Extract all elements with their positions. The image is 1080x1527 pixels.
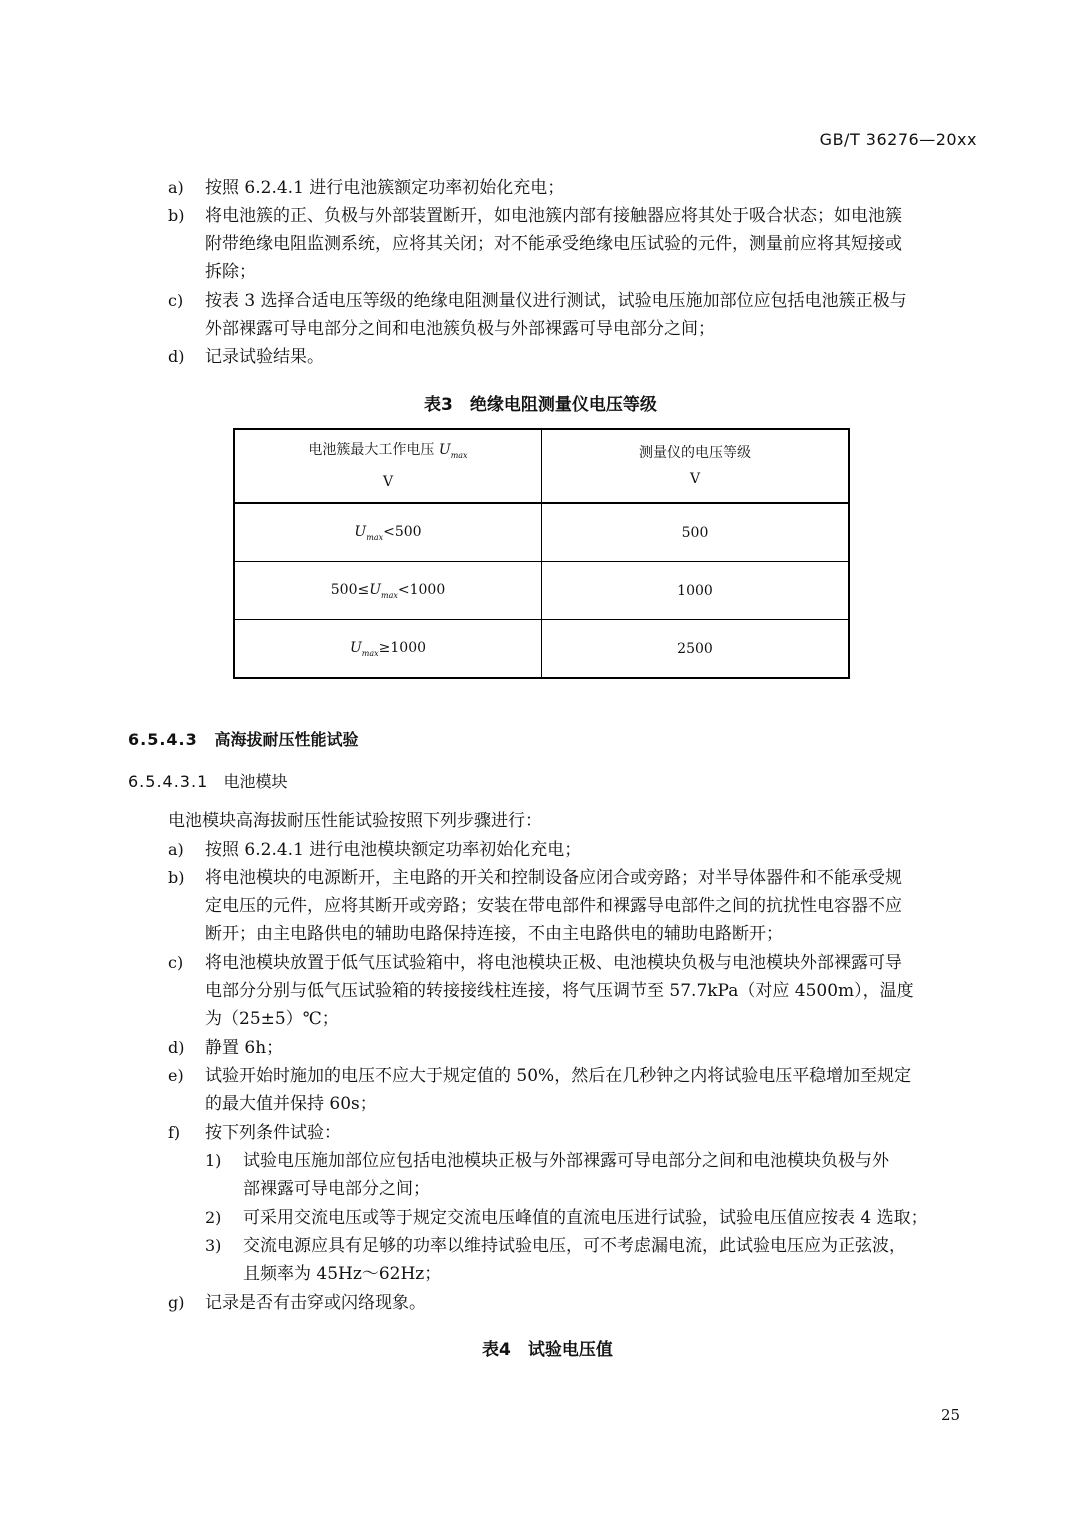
list-item-label: d) [168,1038,185,1057]
list-item-text: 按照 6.2.4.1 进行电池模块额定功率初始化充电； [205,840,582,860]
intro-paragraph: 电池模块高海拔耐压性能试验按照下列步骤进行： [168,811,542,831]
cell-symbol: U [369,581,382,598]
list-item-label: c) [168,291,184,310]
list-item-text: 外部裸露可导电部分之间和电池簇负极与外部裸露可导电部分之间； [205,319,715,339]
header-symbol: U [438,442,451,459]
table-cell [234,503,542,562]
list-item-label: g) [168,1293,185,1312]
table3 [233,428,850,679]
header-text: 电池簇最大工作电压 [308,442,439,459]
section-title: 电池模块 [223,772,288,791]
sub-item-text: 交流电源应具有足够的功率以维持试验电压，可不考虑漏电流，此试验电压应为正弦波， [243,1236,906,1256]
sub-item-text: 部裸露可导电部分之间； [243,1179,430,1199]
table-cell: 1000 [542,562,850,620]
cell-symbol: U [349,639,362,656]
table4-title: 表4 试验电压值 [482,1340,613,1360]
header-unit: V [689,471,701,487]
list-item-label: b) [168,206,185,225]
table3-title: 表3 绝缘电阻测量仪电压等级 [424,395,657,415]
list-item-text: 的最大值并保持 60s； [205,1094,377,1114]
list-item-text: 附带绝缘电阻监测系统，应将其关闭；对不能承受绝缘电压试验的元件，测量前应将其短接或 [205,234,902,254]
list-item-text: 为（25±5）℃； [205,1009,339,1029]
table-row [234,503,849,562]
page-number: 25 [941,1406,961,1424]
sub-item-label: 1) [205,1151,222,1170]
list-item-text: 静置 6h； [205,1038,284,1058]
sub-item-text: 且频率为 45Hz～62Hz； [243,1264,442,1284]
list-item-label: b) [168,868,185,887]
table-row [234,620,849,679]
header-symbol-sub: max [450,450,468,460]
table-cell [234,562,542,620]
section-heading-6543 [128,727,359,750]
sub-item-label: 2) [205,1208,222,1227]
header-unit: V [382,473,394,490]
sub-item-text: 试验电压施加部位应包括电池模块正极与外部裸露可导电部分之间和电池模块负极与外 [243,1151,889,1171]
list-item-label: f) [168,1123,181,1142]
list-item-text: 将电池模块放置于低气压试验箱中，将电池模块正极、电池模块负极与电池模块外部裸露可导 [205,953,902,973]
list-item-text: 按照 6.2.4.1 进行电池簇额定功率初始化充电； [205,178,565,198]
list-item-text: 定电压的元件，应将其断开或旁路；安装在带电部件和裸露导电部件之间的抗扰性电容器不应 [205,896,902,916]
table-cell: 2500 [542,620,850,679]
list-item-text: 记录是否有击穿或闪络现象。 [205,1293,426,1313]
list-item-text: 记录试验结果。 [205,347,324,367]
cell-symbol-sub: max [361,648,379,658]
section-number: 6.5.4.3 [128,730,198,749]
list-item-text: 按下列条件试验： [205,1123,341,1143]
list-item-label: e) [168,1066,184,1085]
list-item-label: a) [168,178,184,197]
section-number: 6.5.4.3.1 [128,772,209,791]
table-cell: 500 [542,503,850,562]
list-item-text: 将电池模块的电源断开，主电路的开关和控制设备应闭合或旁路；对半导体器件和不能承受规 [205,868,902,888]
list-item-text: 将电池簇的正、负极与外部装置断开，如电池簇内部有接触器应将其处于吸合状态；如电池簇 [205,206,902,226]
list-item-label: c) [168,953,184,972]
header-text: 测量仪的电压等级 [639,445,751,461]
list-item-label: d) [168,347,185,366]
list-item-text: 按表 3 选择合适电压等级的绝缘电阻测量仪进行测试，试验电压施加部位应包括电池簇正极与 [205,291,907,311]
list-item-text: 电部分分别与低气压试验箱的转接接线柱连接，将气压调节至 57.7kPa（对应 4500m），温度 [205,981,914,1001]
cell-post: ≥1000 [378,639,427,656]
list-item-text: 试验开始时施加的电压不应大于规定值的 50%，然后在几秒钟之内将试验电压平稳增加至规定 [205,1066,912,1086]
cell-post: <500 [383,523,422,540]
section-heading-65431 [128,769,288,792]
list-item-text: 断开；由主电路供电的辅助电路保持连接，不由主电路供电的辅助电路断开； [205,924,783,944]
cell-symbol-sub: max [381,590,398,600]
section-title: 高海拔耐压性能试验 [214,730,359,749]
sub-item-text: 可采用交流电压或等于规定交流电压峰值的直流电压进行试验，试验电压值应按表 4 选取； [243,1208,928,1228]
table3-header-voltage [234,429,542,503]
list-item-text: 拆除； [205,262,256,282]
table-row [234,562,849,620]
cell-pre: 500≤ [330,581,370,598]
list-item-label: a) [168,840,184,859]
table-cell [234,620,542,679]
sub-item-label: 3) [205,1236,222,1255]
cell-symbol: U [354,523,367,540]
standard-code: GB/T 36276—20xx [819,130,977,149]
cell-post: <1000 [397,581,446,598]
table3-header-level [542,429,850,503]
cell-symbol-sub: max [366,532,384,542]
